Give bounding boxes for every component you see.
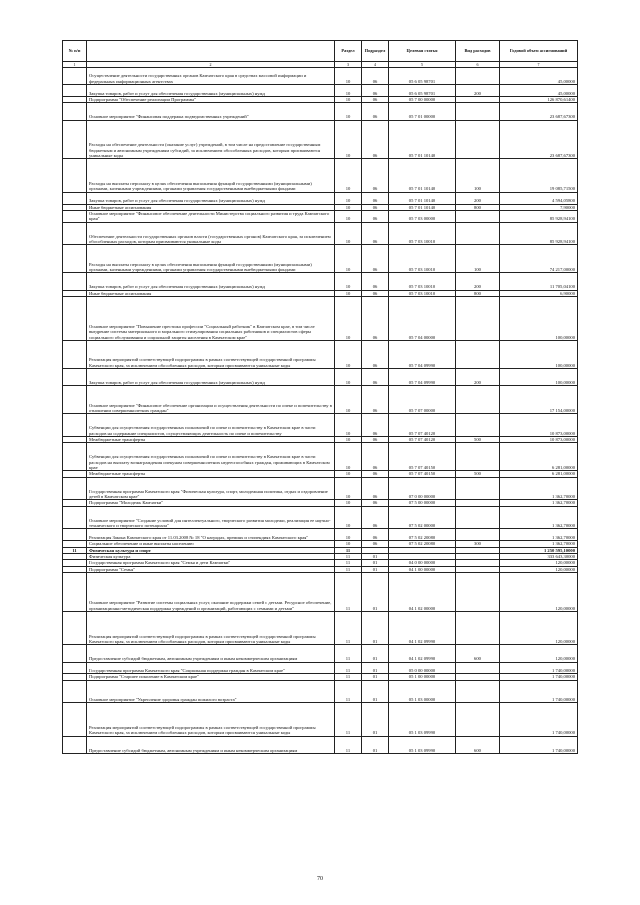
row-name: Закупка товаров, работ и услуг для обеспечения государственных (муниципальных) нужд (87, 273, 335, 290)
column-number: 6 (456, 62, 500, 68)
row-amount: 100,00000 (500, 369, 578, 386)
row-name: Реализация мероприятий соответствующей подпрограммы в рамках соответствующей государственной программы Камчатского края, за исключением обособленных расходов, которым присваиваются уникальные коды (87, 341, 335, 369)
row-amount: 23 687,67300 (500, 120, 578, 159)
row-amount: 1 740,00000 (500, 662, 578, 674)
row-section: 10 (335, 414, 362, 437)
row-subsection: 06 (362, 529, 389, 541)
row-number (63, 159, 87, 192)
table-row (63, 506, 578, 529)
table-row (63, 159, 578, 192)
row-number (63, 477, 87, 500)
row-subsection: 06 (362, 222, 389, 245)
row-subsection: 06 (362, 103, 389, 120)
row-section: 10 (335, 85, 362, 97)
table-row (63, 245, 578, 273)
row-target-article: 05 7 04 00000 (389, 296, 456, 340)
row-name: Обеспечение деятельности государственных органов власти (государственных органов) Камчатского края, за исключением обособленных расходов, которым присваиваются уникальные коды (87, 222, 335, 245)
column-number: 5 (389, 62, 456, 68)
row-number (63, 296, 87, 340)
row-expense-type (456, 611, 500, 644)
row-amount: 11 705,04100 (500, 273, 578, 290)
row-name: Предоставление субсидий бюджетным, автономным учреждениям и иным некоммерческим организациям (87, 736, 335, 753)
row-target-article: 05 1 03 09990 (389, 703, 456, 736)
row-section: 10 (335, 290, 362, 296)
row-section: 10 (335, 541, 362, 547)
row-target-article: 05 7 07 40150 (389, 471, 456, 477)
row-number (63, 736, 87, 753)
row-subsection: 06 (362, 204, 389, 210)
row-number (63, 506, 87, 529)
row-subsection: 06 (362, 443, 389, 471)
row-subsection: 06 (362, 471, 389, 477)
row-section: 10 (335, 192, 362, 204)
row-expense-type: 600 (456, 645, 500, 662)
table-row (63, 273, 578, 290)
row-name: Основное мероприятие "Повышение престижа профессии "Социальный работник" в Камчатском крае, в том числе внедрение системы материального и морального стимулирования социальных работников и специалистов сферы социального обслуживания и социальной защиты населения в Камчатском крае" (87, 296, 335, 340)
table-body (63, 68, 578, 754)
table-row (63, 103, 578, 120)
row-section: 11 (335, 566, 362, 572)
header-number: № п/п (63, 41, 87, 62)
row-subsection: 01 (362, 662, 389, 674)
row-section: 10 (335, 529, 362, 541)
row-name: Социальное обеспечение и иные выплаты населению (87, 541, 335, 547)
row-expense-type: 500 (456, 436, 500, 442)
row-number (63, 68, 87, 85)
row-name: Основное мероприятие "Укрепление здоровья граждан пожилого возраста" (87, 680, 335, 703)
row-target-article: 05 7 01 10140 (389, 159, 456, 192)
row-expense-type: 800 (456, 290, 500, 296)
row-expense-type (456, 103, 500, 120)
row-name: Физическая культура (87, 553, 335, 559)
row-target-article: 05 0 00 00000 (389, 662, 456, 674)
row-target-article: 05 7 01 10140 (389, 192, 456, 204)
row-subsection: 06 (362, 341, 389, 369)
row-subsection: 01 (362, 680, 389, 703)
row-expense-type (456, 477, 500, 500)
row-number (63, 573, 87, 612)
row-subsection: 01 (362, 553, 389, 559)
row-target-article: 05 7 03 10010 (389, 290, 456, 296)
row-target-article: 05 7 01 00000 (389, 103, 456, 120)
row-expense-type: 100 (456, 159, 500, 192)
row-target-article: 05 7 07 00000 (389, 386, 456, 414)
row-section: 10 (335, 204, 362, 210)
row-name: Основное мероприятие "Финансовое обеспечение организации и осуществления деятельности по опеке и попечительству в отношении совершеннолетних граждан" (87, 386, 335, 414)
table-row (63, 369, 578, 386)
table-row (63, 645, 578, 662)
row-target-article: 05 7 04 09990 (389, 341, 456, 369)
row-target-article: 05 1 00 00000 (389, 674, 456, 680)
row-number (63, 414, 87, 437)
row-amount: 6 281,00000 (500, 443, 578, 471)
row-target-article: 07 5 00 00000 (389, 500, 456, 506)
row-section: 10 (335, 120, 362, 159)
row-amount: 85 928,94100 (500, 210, 578, 222)
table-row (63, 341, 578, 369)
row-expense-type: 200 (456, 192, 500, 204)
row-amount: 100,00000 (500, 296, 578, 340)
row-subsection: 06 (362, 96, 389, 102)
row-expense-type (456, 386, 500, 414)
row-subsection: 01 (362, 703, 389, 736)
header-annual-amount: Годовой объем ассигнований (500, 41, 578, 62)
row-expense-type (456, 703, 500, 736)
table-row (63, 414, 578, 437)
row-target-article: 04 1 00 00000 (389, 566, 456, 572)
table-row (63, 85, 578, 97)
row-section: 10 (335, 386, 362, 414)
row-subsection: 06 (362, 386, 389, 414)
row-expense-type (456, 443, 500, 471)
row-name: Расходы на обеспечение деятельности (оказание услуг) учреждений, в том числе на предоставление государственным бюджетным и автономным учреждениям субсидий, за исключением обособленных расходов, которым присваиваются уникальные коды (87, 120, 335, 159)
row-subsection: 06 (362, 477, 389, 500)
row-target-article: 07 0 00 00000 (389, 477, 456, 500)
row-section: 11 (335, 703, 362, 736)
row-amount: 45,00000 (500, 68, 578, 85)
row-section: 10 (335, 159, 362, 192)
row-expense-type (456, 680, 500, 703)
row-name: Межбюджетные трансферты (87, 436, 335, 442)
row-name: Подпрограмма "Семья" (87, 566, 335, 572)
row-section: 10 (335, 341, 362, 369)
row-section: 11 (335, 553, 362, 559)
table-row (63, 222, 578, 245)
row-expense-type (456, 662, 500, 674)
header-name (87, 41, 335, 62)
document-page (62, 40, 577, 754)
table-row (63, 477, 578, 500)
header-expense-type: Вид расходов (456, 41, 500, 62)
row-target-article: 05 6 05 98701 (389, 68, 456, 85)
row-section: 10 (335, 68, 362, 85)
row-amount: 85 928,94100 (500, 222, 578, 245)
row-name: Закупка товаров, работ и услуг для обеспечения государственных (муниципальных) нужд (87, 85, 335, 97)
row-expense-type (456, 120, 500, 159)
row-name: Осуществление деятельности государственных органов Камчатского края в средствах массовой информации и федеральных информационных агентствах (87, 68, 335, 85)
row-expense-type: 300 (456, 541, 500, 547)
row-section: 10 (335, 273, 362, 290)
row-target-article: 05 7 04 09990 (389, 369, 456, 386)
row-amount: 1 362,70000 (500, 506, 578, 529)
row-number (63, 210, 87, 222)
row-amount: 74 217,00000 (500, 245, 578, 273)
row-amount: 120,00000 (500, 560, 578, 566)
row-target-article: 05 1 03 09990 (389, 736, 456, 753)
row-amount: 1 740,00000 (500, 680, 578, 703)
row-target-article: 07 5 02 20080 (389, 529, 456, 541)
row-number: 11 (63, 547, 87, 553)
row-name: Реализация Закона Камчатского края от 11.03.2008 № 18 "О наградах, премиях и стипендиях Камчатского края" (87, 529, 335, 541)
row-expense-type (456, 68, 500, 85)
row-target-article: 04 1 02 09990 (389, 645, 456, 662)
row-target-article: 05 7 01 10140 (389, 204, 456, 210)
table-row (63, 529, 578, 541)
row-amount: 23 687,67300 (500, 103, 578, 120)
table-row (63, 736, 578, 753)
table-header-row (63, 41, 578, 62)
table-row (63, 611, 578, 644)
row-subsection: 06 (362, 506, 389, 529)
row-expense-type (456, 296, 500, 340)
header-subsection: Подраздел (362, 41, 389, 62)
row-target-article: 07 5 02 20080 (389, 541, 456, 547)
row-subsection: 06 (362, 245, 389, 273)
table-row (63, 296, 578, 340)
row-amount: 126 870,61400 (500, 96, 578, 102)
row-number (63, 662, 87, 674)
row-name: Субвенции для осуществления государственных полномочий по опеке и попечительству в Камчатском крае в части расходов на содержание специалистов, осуществляющих деятельность по опеке и попечительству (87, 414, 335, 437)
row-subsection: 06 (362, 500, 389, 506)
row-expense-type: 800 (456, 204, 500, 210)
row-subsection: 01 (362, 566, 389, 572)
row-expense-type (456, 506, 500, 529)
row-amount: 100,00000 (500, 341, 578, 369)
row-subsection: 06 (362, 120, 389, 159)
row-name: Физическая культура и спорт (87, 547, 335, 553)
row-name: Подпрограмма "Обеспечение реализации Программы" (87, 96, 335, 102)
row-name: Иные бюджетные ассигнования (87, 204, 335, 210)
row-section: 11 (335, 680, 362, 703)
row-subsection: 06 (362, 290, 389, 296)
row-subsection: 01 (362, 573, 389, 612)
row-target-article: 05 7 01 10140 (389, 120, 456, 159)
row-number (63, 645, 87, 662)
row-target-article: 05 6 05 98701 (389, 85, 456, 97)
column-number: 2 (87, 62, 335, 68)
row-section: 11 (335, 573, 362, 612)
row-amount: 4 594,05800 (500, 192, 578, 204)
row-section: 11 (335, 560, 362, 566)
row-subsection: 06 (362, 414, 389, 437)
row-subsection: 01 (362, 645, 389, 662)
row-amount: 120,00000 (500, 566, 578, 572)
row-target-article: 05 1 03 00000 (389, 680, 456, 703)
row-section: 10 (335, 500, 362, 506)
row-section: 10 (335, 436, 362, 442)
row-name: Субвенции для осуществления государственных полномочий по опеке и попечительству в Камчатском крае в части расходов на выплату вознаграждения опекунам совершеннолетних недееспособных граждан, проживающих в Камчатском крае (87, 443, 335, 471)
row-expense-type (456, 414, 500, 437)
row-target-article: 05 7 03 00000 (389, 210, 456, 222)
row-target-article: 04 1 02 00000 (389, 573, 456, 612)
row-subsection: 01 (362, 560, 389, 566)
row-amount: 6,90000 (500, 290, 578, 296)
row-amount: 17 154,00000 (500, 386, 578, 414)
row-amount: 10 873,00000 (500, 414, 578, 437)
row-target-article: 04 0 00 00000 (389, 560, 456, 566)
row-section: 10 (335, 96, 362, 102)
row-name: Основное мероприятие "Развитие системы социальных услуг, оказание поддержки семей с детьми. Ресурсное обеспечение, организационно-методическая поддержка учреждений и организаций, работающих с семьями и детьми" (87, 573, 335, 612)
row-amount: 120,00000 (500, 611, 578, 644)
column-number: 3 (335, 62, 362, 68)
row-subsection: 06 (362, 159, 389, 192)
row-number (63, 222, 87, 245)
row-section: 10 (335, 222, 362, 245)
row-section: 10 (335, 477, 362, 500)
header-section: Раздел (335, 41, 362, 62)
row-section: 11 (335, 645, 362, 662)
row-subsection: 01 (362, 611, 389, 644)
row-name: Основное мероприятие "Финансовая поддержка подведомственных учреждений" (87, 103, 335, 120)
row-name: Реализация мероприятий соответствующей подпрограммы в рамках соответствующей государственной программы Камчатского края, за исключением обособленных расходов, которым присваиваются уникальные коды (87, 611, 335, 644)
row-target-article: 05 7 00 00000 (389, 96, 456, 102)
row-section: 10 (335, 210, 362, 222)
row-section: 11 (335, 611, 362, 644)
row-number (63, 192, 87, 204)
row-target-article: 07 5 02 00000 (389, 506, 456, 529)
row-amount: 1 250 595,10000 (500, 547, 578, 553)
row-section: 10 (335, 103, 362, 120)
row-expense-type: 200 (456, 369, 500, 386)
row-section: 10 (335, 506, 362, 529)
row-amount: 7,90000 (500, 204, 578, 210)
row-expense-type: 100 (456, 245, 500, 273)
table-row (63, 703, 578, 736)
table-row (63, 443, 578, 471)
row-name: Подпрограмма "Старшее поколение в Камчатском крае" (87, 674, 335, 680)
row-subsection: 06 (362, 541, 389, 547)
row-number (63, 703, 87, 736)
row-subsection: 06 (362, 85, 389, 97)
row-amount: 1 362,70000 (500, 500, 578, 506)
row-expense-type: 200 (456, 85, 500, 97)
row-name: Основное мероприятие "Создание условий для интеллектуального, творческого развития молодежи, реализация ее научно-технического и творческого потенциала" (87, 506, 335, 529)
row-number (63, 443, 87, 471)
table-row (63, 210, 578, 222)
column-number: 4 (362, 62, 389, 68)
row-section: 10 (335, 369, 362, 386)
row-subsection: 06 (362, 436, 389, 442)
row-name: Закупка товаров, работ и услуг для обеспечения государственных (муниципальных) нужд (87, 192, 335, 204)
row-number (63, 120, 87, 159)
table-row (63, 120, 578, 159)
row-amount: 120,00000 (500, 573, 578, 612)
row-name: Расходы на выплаты персоналу в целях обеспечения выполнения функций государственными (муниципальными) органами, казенными учреждениями, органами управления государственными внебюджетными фондами (87, 159, 335, 192)
row-expense-type (456, 529, 500, 541)
row-number (63, 386, 87, 414)
row-name: Подпрограмма "Молодежь Камчатки" (87, 500, 335, 506)
row-amount: 1 740,00000 (500, 736, 578, 753)
row-section: 10 (335, 245, 362, 273)
row-expense-type: 500 (456, 471, 500, 477)
table-row (63, 192, 578, 204)
row-expense-type (456, 573, 500, 612)
row-section: 10 (335, 296, 362, 340)
row-number (63, 245, 87, 273)
row-amount: 1 740,00000 (500, 703, 578, 736)
row-subsection: 06 (362, 296, 389, 340)
table-row (63, 662, 578, 674)
row-subsection: 06 (362, 68, 389, 85)
row-name: Государственная программа Камчатского края "Физическая культура, спорт, молодежная политика, отдых и оздоровление детей в Камчатском крае" (87, 477, 335, 500)
row-number (63, 611, 87, 644)
table-row (63, 680, 578, 703)
row-name: Закупка товаров, работ и услуг для обеспечения государственных (муниципальных) нужд (87, 369, 335, 386)
row-target-article: 05 7 03 10010 (389, 245, 456, 273)
row-target-article: 05 7 03 10010 (389, 273, 456, 290)
table-row (63, 573, 578, 612)
row-amount: 6 281,00000 (500, 471, 578, 477)
row-name: Основное мероприятие "Финансовое обеспечение деятельности Министерства социального развития и труда Камчатского края" (87, 210, 335, 222)
page-number: 70 (317, 876, 323, 882)
row-subsection: 06 (362, 273, 389, 290)
row-name: Иные бюджетные ассигнования (87, 290, 335, 296)
row-subsection: 06 (362, 369, 389, 386)
row-number (63, 85, 87, 97)
column-number: 1 (63, 62, 87, 68)
table-row (63, 68, 578, 85)
row-number (63, 369, 87, 386)
row-target-article: 04 1 02 09990 (389, 611, 456, 644)
row-section: 10 (335, 443, 362, 471)
row-target-article: 05 7 07 40120 (389, 414, 456, 437)
row-name: Государственная программа Камчатского края "Семья и дети Камчатки" (87, 560, 335, 566)
budget-allocation-table (62, 40, 578, 754)
row-section: 11 (335, 674, 362, 680)
row-target-article: 05 7 07 40120 (389, 436, 456, 442)
row-amount: 1 362,70000 (500, 477, 578, 500)
row-number (63, 680, 87, 703)
row-subsection: 01 (362, 674, 389, 680)
row-expense-type: 200 (456, 273, 500, 290)
table-row (63, 386, 578, 414)
row-target-article: 05 7 03 10010 (389, 222, 456, 245)
row-subsection: 01 (362, 736, 389, 753)
row-expense-type: 600 (456, 736, 500, 753)
row-amount: 1 740,00000 (500, 674, 578, 680)
row-section: 11 (335, 547, 362, 553)
row-amount: 1 362,70000 (500, 541, 578, 547)
row-number (63, 273, 87, 290)
row-number (63, 529, 87, 541)
row-target-article: 05 7 07 40150 (389, 443, 456, 471)
row-name: Государственная программа Камчатского края "Социальная поддержка граждан в Камчатском крае" (87, 662, 335, 674)
row-amount: 333 643,30000 (500, 553, 578, 559)
column-number: 7 (500, 62, 578, 68)
row-section: 10 (335, 471, 362, 477)
row-name: Предоставление субсидий бюджетным, автономным учреждениям и иным некоммерческим организациям (87, 645, 335, 662)
row-amount: 10 873,00000 (500, 436, 578, 442)
row-expense-type (456, 210, 500, 222)
row-amount: 19 085,71500 (500, 159, 578, 192)
row-name: Расходы на выплаты персоналу в целях обеспечения выполнения функций государственными (муниципальными) органами, казенными учреждениями, органами управления государственными внебюджетными фондами (87, 245, 335, 273)
row-amount: 45,00000 (500, 85, 578, 97)
row-section: 11 (335, 736, 362, 753)
row-amount: 1 362,70000 (500, 529, 578, 541)
row-name: Реализация мероприятий соответствующей подпрограммы в рамках соответствующей государственной программы Камчатского края, за исключением обособленных расходов, которым присваиваются уникальные коды (87, 703, 335, 736)
row-expense-type (456, 222, 500, 245)
header-target-article: Целевая статья (389, 41, 456, 62)
row-subsection: 06 (362, 210, 389, 222)
row-name: Межбюджетные трансферты (87, 471, 335, 477)
row-number (63, 341, 87, 369)
row-expense-type (456, 341, 500, 369)
row-amount: 120,00000 (500, 645, 578, 662)
row-section: 11 (335, 662, 362, 674)
row-subsection: 06 (362, 192, 389, 204)
row-number (63, 103, 87, 120)
